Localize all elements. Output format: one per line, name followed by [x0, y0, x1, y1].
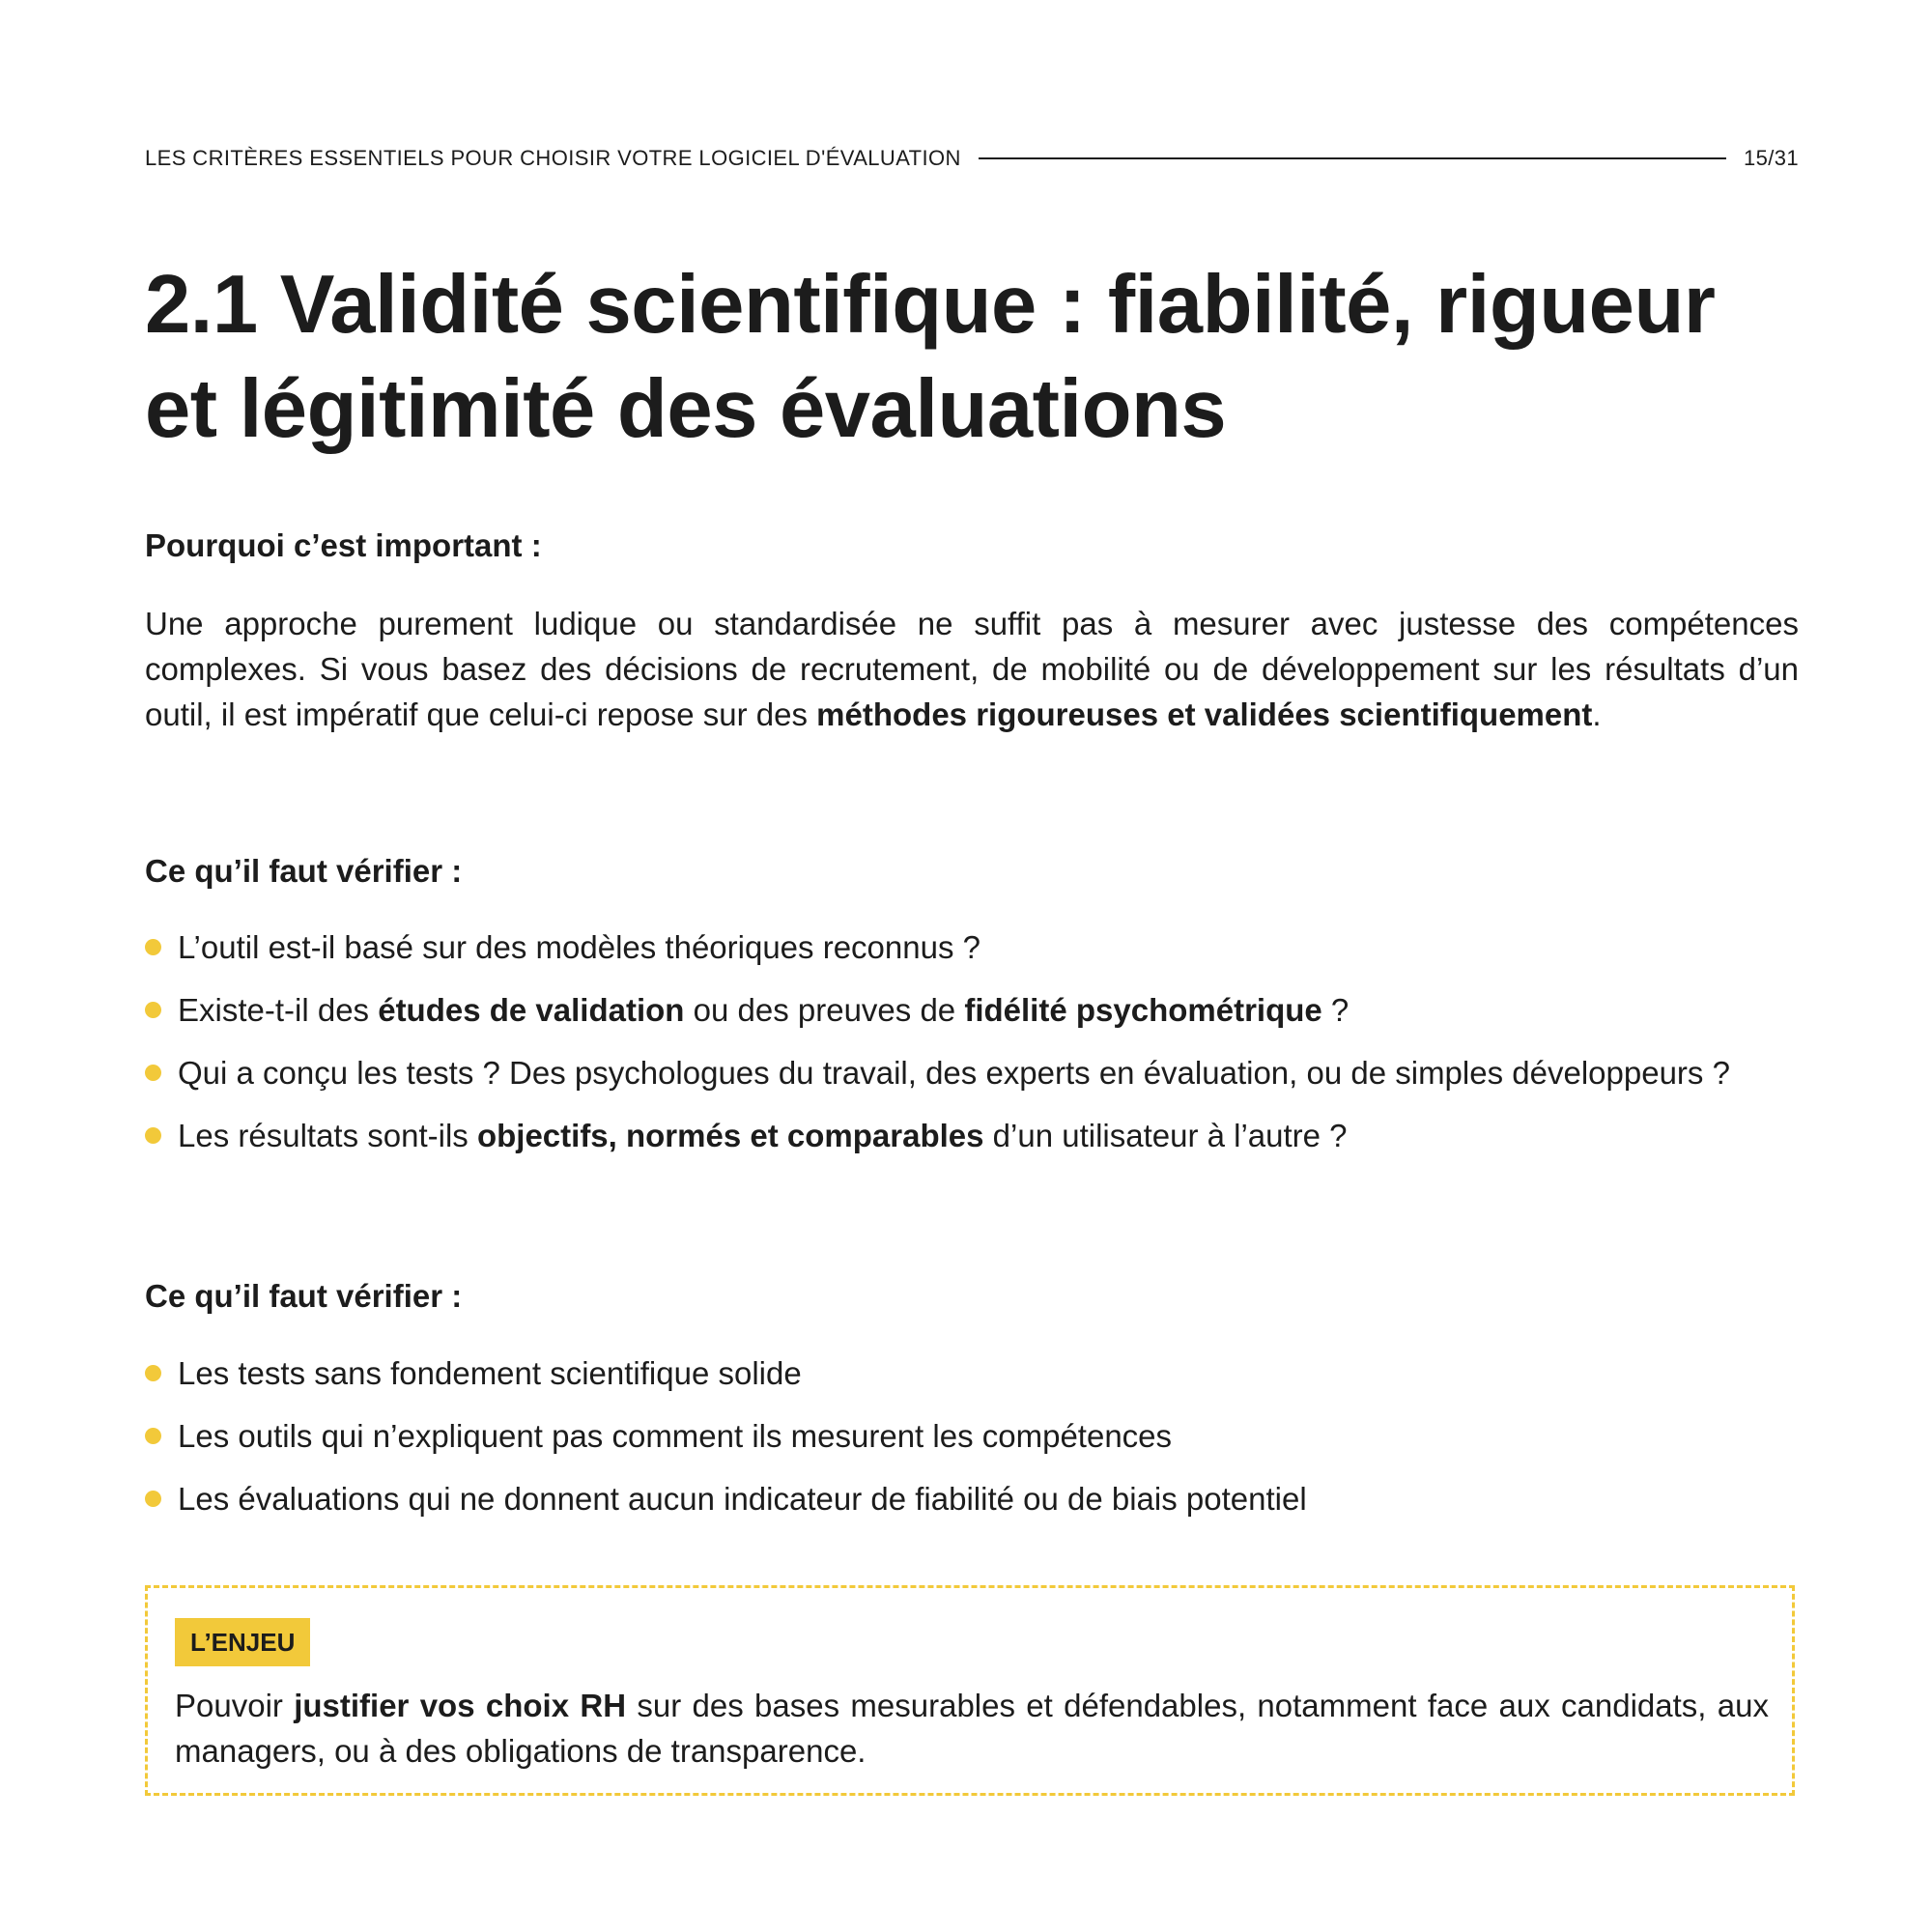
list-item-bold-2: fidélité psychométrique — [964, 992, 1322, 1028]
why-label: Pourquoi c’est important : — [145, 527, 542, 563]
list-item — [145, 1350, 1799, 1396]
bullet-dot-icon — [145, 1127, 161, 1144]
why-end: . — [1592, 696, 1602, 732]
list-item — [145, 1476, 1799, 1521]
enjeu-callout — [145, 1585, 1795, 1796]
bullet-dot-icon — [145, 1491, 161, 1507]
bullet-dot-icon — [145, 939, 161, 955]
why-paragraph — [145, 601, 1799, 737]
list-item-text-c: ou des preuves de — [684, 992, 965, 1028]
list-item-bold-1: études de validation — [378, 992, 685, 1028]
running-title: LES CRITÈRES ESSENTIELS POUR CHOISIR VOTRE LOGICIEL D'ÉVALUATION — [145, 146, 961, 170]
list-item-text-d: ? — [1321, 992, 1350, 1028]
list-item — [145, 924, 1799, 970]
page-title — [145, 253, 1799, 462]
page-number: 15/31 — [1743, 146, 1799, 170]
list-item — [145, 987, 1799, 1033]
running-header — [145, 146, 1799, 171]
list-item-text — [178, 1050, 1799, 1095]
list-item-bold-1: objectifs, normés et comparables — [476, 1118, 984, 1153]
page-title-line-2: et légitimité des évaluations — [145, 363, 1227, 455]
check-label: Ce qu’il faut vérifier : — [145, 853, 463, 889]
list-item-text — [178, 924, 1799, 970]
bullet-dot-icon — [145, 1428, 161, 1444]
why-bold: méthodes rigoureuses et validées scientifiquement — [816, 696, 1593, 732]
avoid-list — [145, 1350, 1799, 1539]
header-rule — [979, 157, 1726, 159]
list-item-text: Les tests sans fondement scientifique solide — [178, 1355, 802, 1391]
list-item-text — [178, 987, 1799, 1033]
list-item-text-a: L’outil est-il basé sur des modèles théoriques reconnus ? — [178, 929, 980, 965]
list-item-text-c: d’un utilisateur à l’autre ? — [983, 1118, 1348, 1153]
enjeu-text — [175, 1683, 1769, 1774]
bullet-dot-icon — [145, 1002, 161, 1018]
enjeu-bold: justifier vos choix RH — [294, 1688, 627, 1723]
avoid-label: Ce qu’il faut vérifier : — [145, 1278, 463, 1314]
page-title-line-1: 2.1 Validité scientifique : fiabilité, rigueur — [145, 259, 1716, 351]
list-item-text-a: Les résultats sont-ils — [178, 1118, 477, 1153]
list-item-text: Les outils qui n’expliquent pas comment ils mesurent les compétences — [178, 1418, 1173, 1454]
enjeu-tag: L’ENJEU — [175, 1618, 310, 1666]
list-item — [145, 1413, 1799, 1459]
list-item-text: Les évaluations qui ne donnent aucun indicateur de fiabilité ou de biais potentiel — [178, 1481, 1307, 1517]
why-text: Une approche purement ludique ou standardisée ne suffit pas à mesurer avec justesse des compétences complexes. Si vous basez des décisions de recrutement, de mobilité ou de développement sur les résultats d’un outil, il est impératif que celui-ci repose sur des — [145, 606, 1799, 732]
enjeu-text-a: Pouvoir — [175, 1688, 295, 1723]
list-item-text-a: Qui a conçu les tests ? Des psychologues du travail, des experts en évaluation, ou de simples développeurs ? — [178, 1055, 1730, 1091]
list-item — [145, 1050, 1799, 1095]
list-item-text — [178, 1113, 1799, 1158]
bullet-dot-icon — [145, 1065, 161, 1081]
list-item-text-a: Existe-t-il des — [178, 992, 379, 1028]
enjeu-text-b: sur des bases mesurables et défendables, notamment face aux candidats, aux managers, ou à des obligations de transparence. — [175, 1688, 1769, 1769]
bullet-dot-icon — [145, 1365, 161, 1381]
list-item — [145, 1113, 1799, 1158]
check-list — [145, 924, 1799, 1176]
